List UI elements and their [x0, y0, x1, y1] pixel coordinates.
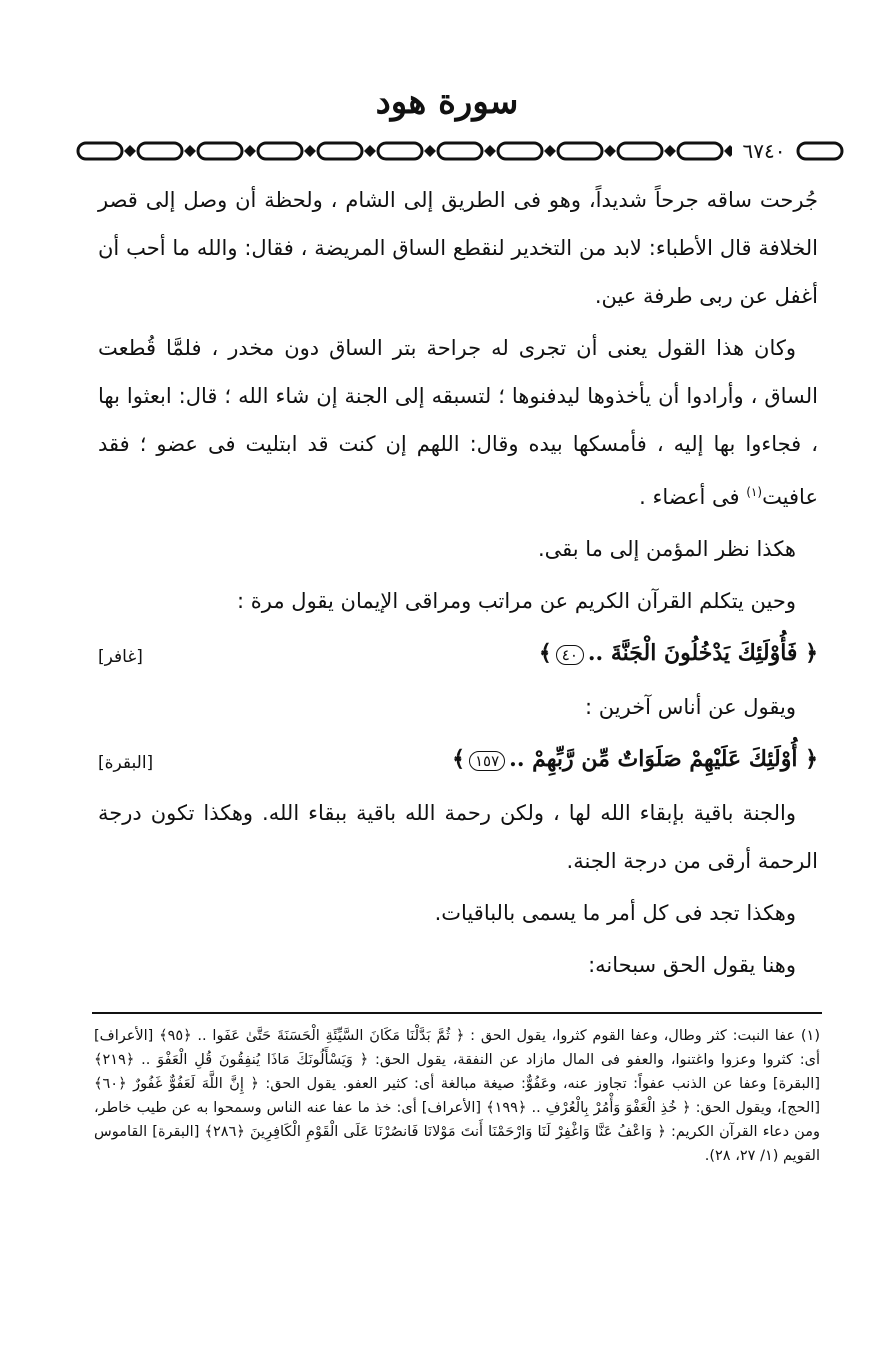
paragraph: وهكذا تجد فى كل أمر ما يسمى بالباقيات. [434, 901, 796, 925]
paragraph: وحين يتكلم القرآن الكريم عن مراتب ومراقى الإيمان يقول مرة : [237, 589, 796, 613]
paragraph: ويقول عن أناس آخرين : [585, 695, 796, 719]
paragraph [98, 324, 818, 521]
paragraph: والجنة باقية بإبقاء الله لها ، ولكن رحمة الله باقية ببقاء الله. وهكذا تكون درجة الرحمة أرقى من درجة الجنة. [98, 801, 818, 873]
footnote-text: (١) عفا النبت: كثر وطال، وعفا القوم كثروا، يقول الحق : ﴿ ثُمَّ بَدَّلْنَا مَكَانَ السَّيِّئَةِ الْحَسَنَةَ حَتَّىٰ عَفَوا .. ﴿٩٥﴾ [الأعراف] أى: كثروا وعزوا واغتنوا، والعفو فى المال مازاد عن النفقة، يقول الحق: ﴿ وَيَسْأَلُونَكَ مَاذَا يُنفِقُونَ قُلِ الْعَفْوَ .. ﴿٢١٩﴾ [البقرة] وعفا عن الذنب عفواً: تجاوز عنه، وعَفُوٌّ: صيغة مبالغة أى: كثير العفو. يقول الحق: ﴿ إِنَّ اللَّهَ لَعَفُوٌّ غَفُورٌ ﴿٦٠﴾ [الحج]، ويقول الحق: ﴿ خُذِ الْعَفْوَ وَأْمُرْ بِالْعُرْفِ .. ﴿١٩٩﴾ [الأعراف] أى: خذ ما عفا عنه الناس وسمحوا به عن طيب خاطر، ومن دعاء القرآن الكريم: ﴿ وَاعْفُ عَنَّا وَاغْفِرْ لَنَا وَارْحَمْنَا أَنتَ مَوْلانَا فَانصُرْنَا عَلَى الْقَوْمِ الْكَافِرِينَ ﴿٢٨٦﴾ [البقرة] القاموس القويم (١/ ٢٧، ٢٨). [94, 1028, 821, 1164]
footnote-separator [92, 1012, 822, 1014]
footnote-marker: (١) [746, 485, 763, 499]
verse-words: ﴿ أُوْلَئِكَ عَلَيْهِمْ صَلَوَاتٌ مِّن رَّبِّهِمْ .. [509, 746, 818, 772]
surah-title: سورة هود [375, 82, 519, 122]
verse-text [452, 735, 818, 783]
ayah-number: ١٥٧ [469, 751, 505, 771]
surah-reference: [البقرة] [98, 753, 154, 773]
paragraph-text-end: فى أعضاء . [639, 485, 747, 509]
paragraph-text: وكان هذا القول يعنى أن تجرى له جراحة بتر الساق دون مخدر ، فلمَّا قُطعت الساق ، وأرادوا أن يأخذوها ليدفنوها ؛ لتسبقه إلى الجنة إن شاء الله ؛ قال: ابعثوا بها ، فجاءوا بها إليه ، فأمسكها بيده وقال: اللهم إن كنت قد ابتليت فى عضو ؛ فقد عافيت [98, 336, 818, 509]
surah-reference: [غافر] [98, 647, 143, 667]
page-number: ٦٧٤٠ [732, 138, 796, 164]
paragraph: وهنا يقول الحق سبحانه: [588, 953, 796, 977]
ornamental-divider [76, 138, 846, 164]
main-text [98, 176, 818, 993]
verse-bracket: ﴾ [538, 640, 552, 666]
paragraph: هكذا نظر المؤمن إلى ما بقى. [537, 537, 796, 561]
footnote [94, 1024, 820, 1168]
verse-bracket: ﴾ [452, 746, 465, 772]
paragraph: جُرحت ساقه جرحاً شديداً، وهو فى الطريق إلى الشام ، ولحظة أن وصل إلى قصر الخلافة قال الأطباء: لابد من التخدير لنقطع الساق المريضة ، فقال: والله ما أحب أن أغفل عن ربى طرفة عين. [98, 188, 818, 308]
quran-verse [98, 735, 818, 785]
quran-verse [98, 629, 818, 679]
verse-words: ﴿ فَأُوْلَئِكَ يَدْخُلُونَ الْجَنَّةَ .. [587, 640, 818, 666]
ayah-number: ٤٠ [556, 645, 584, 665]
verse-text [539, 629, 818, 677]
